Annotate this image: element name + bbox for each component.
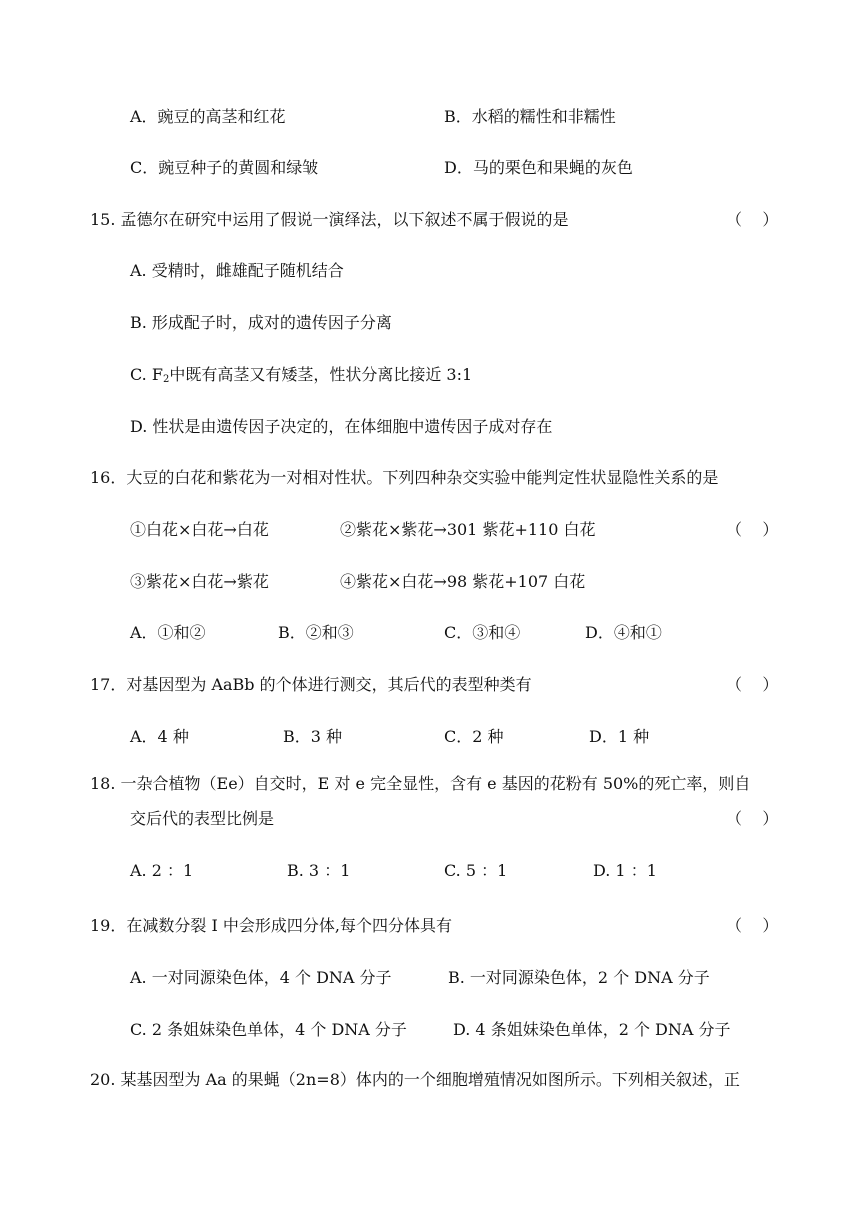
q14-option-b: B．水稻的糯性和非糯性 bbox=[444, 107, 616, 126]
q16-option-a: A．①和② bbox=[130, 623, 206, 642]
q15-stem: 15. 孟德尔在研究中运用了假说一演绎法，以下叙述不属于假说的是 bbox=[90, 210, 569, 229]
q16-cross-3: ③紫花×白花→紫花 bbox=[130, 572, 269, 591]
q15-option-c-prefix: C. F bbox=[130, 365, 163, 384]
q16-stem: 16．大豆的白花和紫花为一对相对性状。下列四种杂交实验中能判定性状显隐性关系的是 bbox=[90, 468, 719, 487]
q18-answer-bracket: （ ） bbox=[726, 809, 779, 828]
q16-option-c: C．③和④ bbox=[444, 623, 521, 642]
q17-answer-bracket: （ ） bbox=[726, 675, 779, 694]
q14-option-c: C．豌豆种子的黄圆和绿皱 bbox=[130, 158, 319, 177]
q19-stem: 19．在减数分裂 I 中会形成四分体,每个四分体具有 bbox=[90, 916, 452, 935]
q18-stem-line2: 交后代的表型比例是 bbox=[130, 809, 275, 828]
q18-stem-line1: 18. 一杂合植物（Ee）自交时，E 对 e 完全显性，含有 e 基因的花粉有 50%的死亡率，则自 bbox=[90, 774, 751, 793]
q16-answer-bracket: （ ） bbox=[726, 520, 779, 539]
q19-option-a: A. 一对同源染色体，4 个 DNA 分子 bbox=[130, 968, 392, 987]
q18-option-d: D. 1 ：1 bbox=[593, 861, 657, 880]
q15-option-a: A. 受精时，雌雄配子随机结合 bbox=[130, 261, 344, 280]
q15-option-c-subscript: 2 bbox=[162, 374, 170, 385]
q18-option-c: C. 5 ：1 bbox=[444, 861, 508, 880]
q16-option-b: B．②和③ bbox=[278, 623, 354, 642]
q14-option-a: A．豌豆的高茎和红花 bbox=[130, 107, 286, 126]
q17-option-c: C．2 种 bbox=[444, 727, 504, 746]
q18-option-b: B. 3 ：1 bbox=[287, 861, 351, 880]
q17-option-a: A．4 种 bbox=[130, 727, 189, 746]
q19-answer-bracket: （ ） bbox=[726, 916, 779, 935]
q15-option-c bbox=[130, 364, 472, 391]
q14-option-d: D．马的栗色和果蝇的灰色 bbox=[444, 158, 633, 177]
q20-stem: 20. 某基因型为 Aa 的果蝇（2n=8）体内的一个细胞增殖情况如图所示。下列相关叙述，正 bbox=[90, 1070, 740, 1089]
q18-option-a: A. 2 ：1 bbox=[130, 861, 194, 880]
q16-option-d: D．④和① bbox=[585, 623, 662, 642]
q19-option-d: D. 4 条姐妹染色单体，2 个 DNA 分子 bbox=[453, 1020, 731, 1039]
q19-option-b: B. 一对同源染色体，2 个 DNA 分子 bbox=[448, 968, 710, 987]
q15-option-b: B. 形成配子时，成对的遗传因子分离 bbox=[130, 313, 392, 332]
q15-option-c-text: 中既有高茎又有矮茎，性状分离比接近 3:1 bbox=[169, 365, 473, 384]
q17-stem: 17．对基因型为 AaBb 的个体进行测交，其后代的表型种类有 bbox=[90, 675, 532, 694]
q17-option-b: B．3 种 bbox=[283, 727, 343, 746]
q16-cross-4: ④紫花×白花→98 紫花+107 白花 bbox=[340, 572, 586, 591]
q19-option-c: C. 2 条姐妹染色单体，4 个 DNA 分子 bbox=[130, 1020, 407, 1039]
q15-option-d: D. 性状是由遗传因子决定的，在体细胞中遗传因子成对存在 bbox=[130, 417, 553, 436]
q16-cross-1: ①白花×白花→白花 bbox=[130, 520, 269, 539]
q17-option-d: D．1 种 bbox=[589, 727, 650, 746]
q15-answer-bracket: （ ） bbox=[726, 210, 779, 229]
q16-cross-2: ②紫花×紫花→301 紫花+110 白花 bbox=[340, 520, 596, 539]
